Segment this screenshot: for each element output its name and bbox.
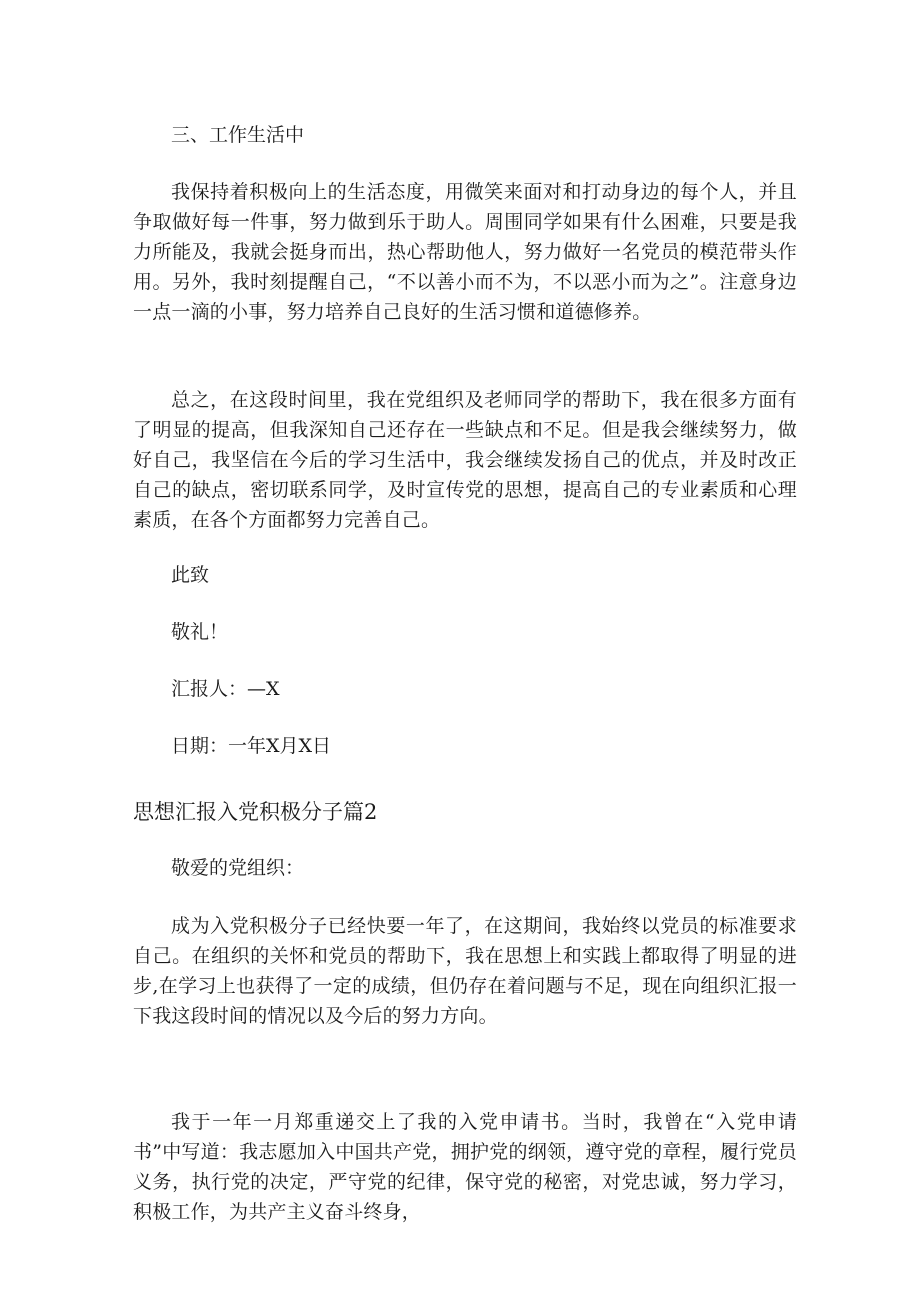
reporter-line: 汇报人：—X <box>171 678 280 700</box>
closing-line-1: 此致 <box>171 564 210 586</box>
paragraph-summary: 总之，在这段时间里，我在党组织及老师同学的帮助下，我在很多方面有了明显的提高，但我深知自己还存在一些缺点和不足。但是我会继续努力，做好自己，我坚信在今后的学习生活中，我会继续发扬自己的优点，并及时改正自己的缺点，密切联系同学，及时宣传党的思想，提高自己的专业素质和心理素质，在各个方面都努力完善自己。 <box>133 389 797 531</box>
paragraph-intro: 成为入党积极分子已经快要一年了，在这期间，我始终以党员的标准要求自己。在组织的关怀和党员的帮助下，我在思想上和实践上都取得了明显的进步,在学习上也获得了一定的成绩，但仍存在着问题与不足，现在向组织汇报一下我这段时间的情况以及今后的努力方向。 <box>133 915 797 1027</box>
section-three-title: 三、工作生活中 <box>171 124 305 146</box>
closing-line-2: 敬礼！ <box>171 621 229 643</box>
paragraph-life: 我保持着积极向上的生活态度，用微笑来面对和打动身边的每个人，并且争取做好每一件事，努力做到乐于助人。周围同学如果有什么困难，只要是我力所能及，我就会挺身而出，热心帮助他人，努力做好一名党员的模范带头作用。另外，我时刻提醒自己，“不以善小而不为，不以恶小而为之”。注意身边一点一滴的小事，努力培养自己良好的生活习惯和道德修养。 <box>133 181 797 323</box>
article-2-title: 思想汇报入党积极分子篇2 <box>133 800 378 824</box>
date-line: 日期：一年X月X日 <box>171 735 332 757</box>
paragraph-application: 我于一年一月郑重递交上了我的入党申请书。当时，我曾在“入党申请书”中写道：我志愿加入中国共产党，拥护党的纲领，遵守党的章程，履行党员义务，执行党的决定，严守党的纪律，保守党的秘密，对党忠诚，努力学习，积极工作，为共产主义奋斗终身， <box>133 1111 797 1223</box>
salutation: 敬爱的党组织： <box>171 857 305 879</box>
